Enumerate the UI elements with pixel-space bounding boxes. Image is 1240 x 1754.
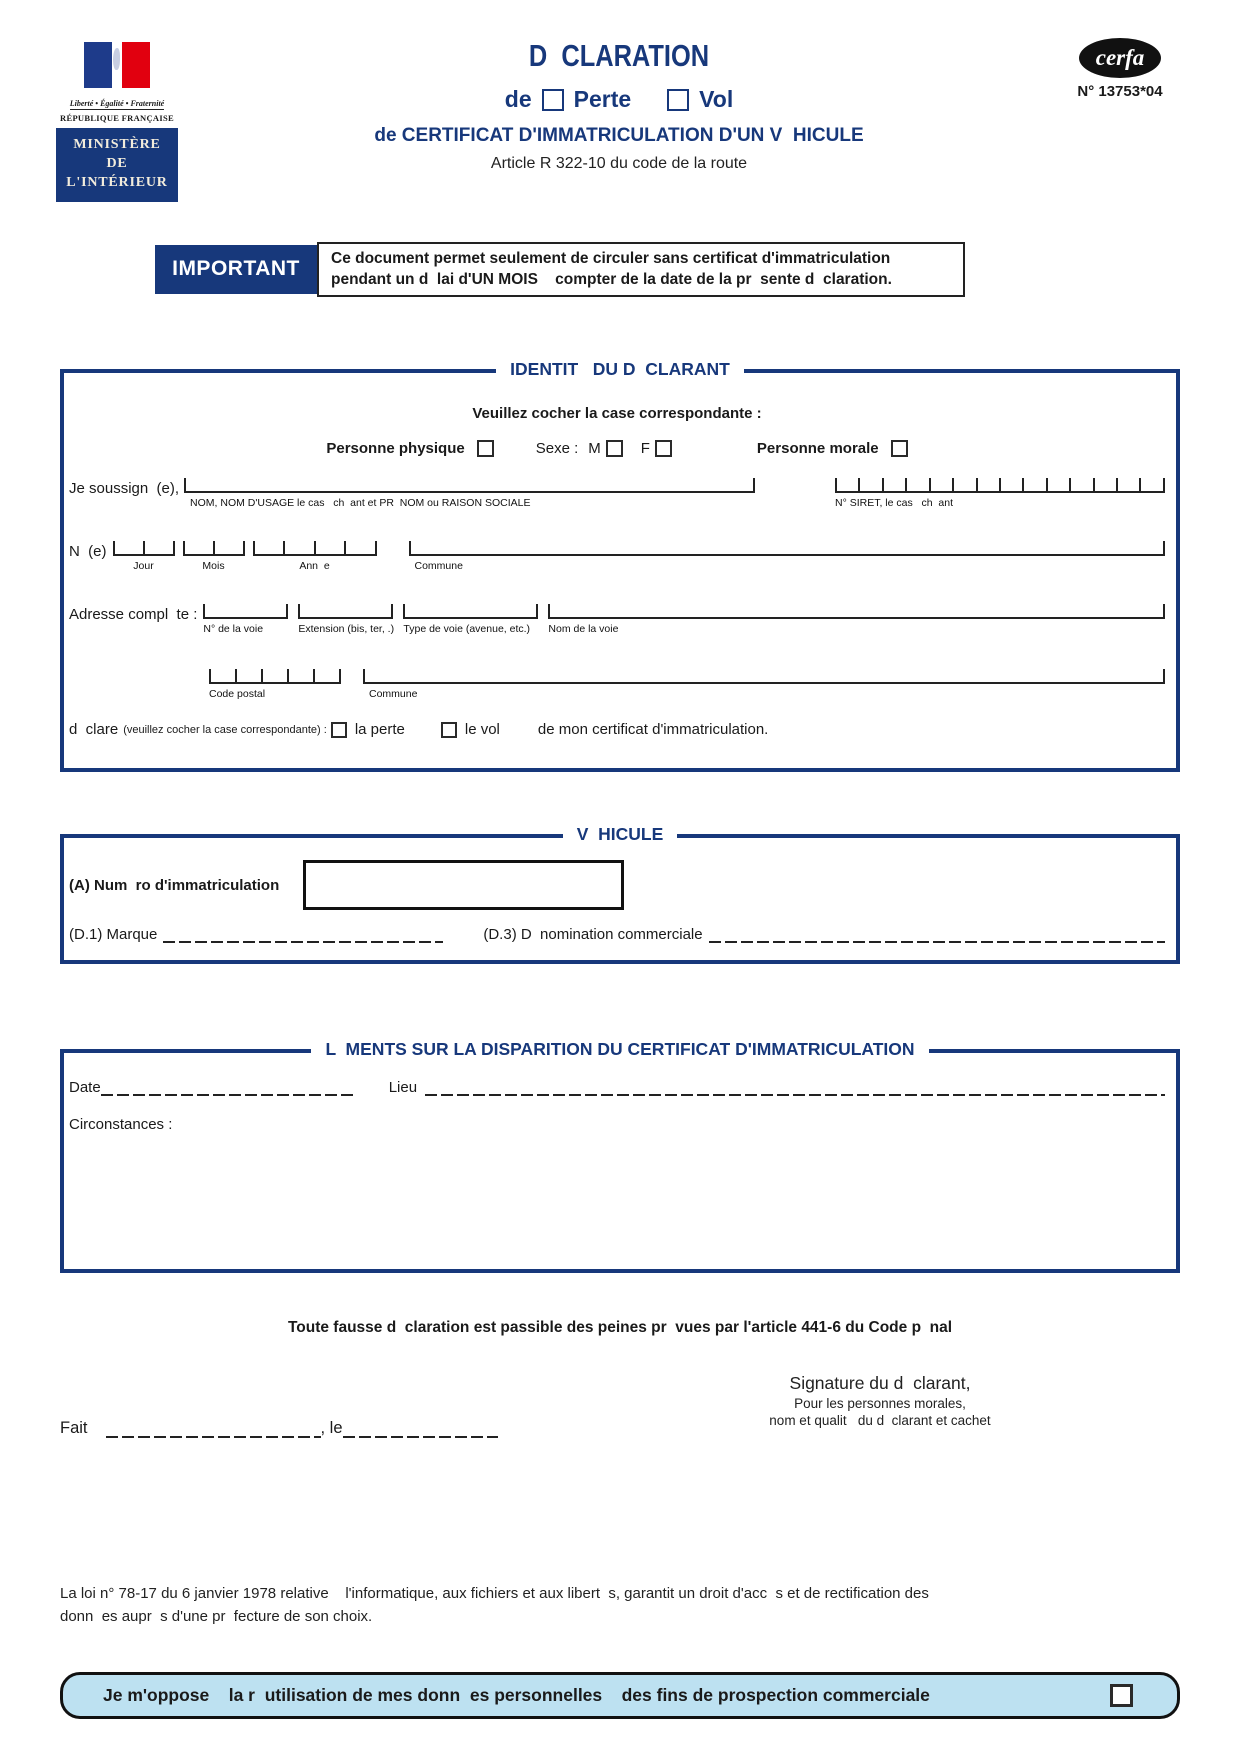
optout-banner: [60, 1672, 1180, 1719]
republic-logo: [56, 36, 178, 128]
cerfa-logo: [1079, 38, 1161, 78]
name-row: [69, 478, 1165, 509]
soussigne-label: Je soussign (e),: [69, 480, 180, 498]
perte-checkbox[interactable]: [331, 722, 347, 738]
declare-row: [69, 721, 1165, 738]
marque-line[interactable]: [163, 929, 443, 943]
perte-header-checkbox[interactable]: [542, 89, 564, 111]
important-line2: pendant un d lai d'UN MOIS compter de la date de la pr sente d claration.: [331, 271, 892, 289]
fait-lieu-line[interactable]: [106, 1424, 321, 1438]
commune-naissance-sublabel: Commune: [414, 560, 463, 573]
address-row-2: [69, 669, 1165, 700]
signature-line3: nom et qualit du d clarant et cachet: [769, 1413, 991, 1429]
voie-nom-sublabel: Nom de la voie: [548, 623, 619, 636]
marque-row: [69, 926, 1165, 943]
sexe-m-checkbox[interactable]: [606, 440, 623, 457]
le-vol-label: le vol: [464, 721, 500, 739]
lieu-line[interactable]: [425, 1082, 1165, 1096]
birth-row: [69, 541, 1165, 572]
immatriculation-label: (A) Num ro d'immatriculation: [69, 876, 280, 894]
important-banner: [155, 242, 965, 297]
le-label: , le: [320, 1419, 343, 1438]
signature-row: [60, 1373, 1180, 1438]
sexe-m-label: M: [588, 440, 601, 458]
section-identite-declarant: [60, 359, 1180, 772]
vol-label: Vol: [699, 86, 734, 112]
lieu-label: Lieu: [388, 1079, 418, 1097]
voie-numero-sublabel: N° de la voie: [203, 623, 264, 636]
nom-sublabel: NOM, NOM D'USAGE le cas ch ant et PR NOM ou RAISON SOCIALE: [190, 497, 531, 510]
date-line[interactable]: [101, 1082, 353, 1096]
section-disparition: [60, 1039, 1180, 1273]
marque-label: (D.1) Marque: [69, 926, 158, 944]
denomination-line[interactable]: [709, 929, 1165, 943]
annee-sublabel: Ann e: [299, 560, 330, 573]
sexe-f-label: F: [640, 440, 650, 458]
ministry-line1: MINISTÈRE: [73, 137, 161, 152]
declare-label: d clare: [69, 721, 119, 739]
law-line2: donn es aupr s d'une pr fecture de son choix.: [60, 1607, 373, 1625]
annee-comb[interactable]: [253, 541, 377, 556]
jour-sublabel: Jour: [133, 560, 154, 573]
identity-instruction: Veuillez cocher la case correspondante :: [472, 405, 762, 423]
declare-paren: (veuillez cocher la case correspondante) :: [123, 723, 327, 736]
voie-numero-box[interactable]: [203, 604, 288, 619]
cerfa-label: cerfa: [1095, 45, 1145, 70]
perte-label: Perte: [573, 86, 632, 112]
date-label: Date: [69, 1079, 101, 1097]
code-postal-comb[interactable]: [209, 669, 341, 684]
ne-label: N (e): [69, 543, 107, 561]
vol-header-checkbox[interactable]: [667, 89, 689, 111]
denomination-label: (D.3) D nomination commerciale: [483, 926, 703, 944]
signature-area[interactable]: [730, 1373, 1030, 1428]
jour-comb[interactable]: [113, 541, 175, 556]
personne-physique-label: Personne physique: [326, 440, 465, 458]
vol-checkbox[interactable]: [441, 722, 457, 738]
mois-sublabel: Mois: [202, 560, 225, 573]
adresse-label: Adresse compl te :: [69, 606, 198, 624]
perte-vol-row: [178, 86, 1060, 113]
siret-comb[interactable]: [835, 478, 1165, 493]
section-disparition-title: L MENTS SUR LA DISPARITION DU CERTIFICAT D'IMMATRICULATION: [64, 1039, 1176, 1060]
important-label: IMPORTANT: [155, 245, 317, 294]
signature-line2: Pour les personnes morales,: [794, 1396, 966, 1412]
optout-text: Je m'oppose la r utilisation de mes donn es personnelles des fins de prospection commerciale: [103, 1685, 930, 1706]
commune-adresse-line[interactable]: [363, 669, 1165, 684]
code-postal-sublabel: Code postal: [209, 688, 266, 701]
commune-naissance-line[interactable]: [409, 541, 1166, 556]
french-flag-icon: [84, 42, 150, 88]
address-row-1: [69, 604, 1165, 635]
signature-line1: Signature du d clarant,: [789, 1373, 971, 1394]
date-lieu-row: [69, 1079, 1165, 1096]
motto-text: Liberté • Égalité • Fraternité: [69, 99, 165, 108]
circonstances-area[interactable]: [69, 1133, 1165, 1243]
voie-extension-box[interactable]: [298, 604, 393, 619]
circonstances-row: [69, 1116, 1165, 1133]
voie-extension-sublabel: Extension (bis, ter, .): [298, 623, 395, 636]
fait-group: [60, 1419, 498, 1438]
declare-suffix: de mon certificat d'immatriculation.: [537, 721, 769, 739]
law-notice: [60, 1583, 1180, 1628]
person-type-row: [69, 440, 1165, 457]
law-line1: La loi n° 78-17 du 6 janvier 1978 relative l'informatique, aux fichiers et aux libert s, garantit un droit d'acc s et de rectification des: [60, 1585, 929, 1603]
section-vehicule: [60, 824, 1180, 964]
sexe-label: Sexe :: [535, 440, 579, 458]
personne-physique-checkbox[interactable]: [477, 440, 494, 457]
fait-date-line[interactable]: [343, 1424, 498, 1438]
optout-checkbox[interactable]: [1110, 1684, 1133, 1707]
important-text: [317, 242, 965, 297]
form-title-block: [178, 36, 1060, 173]
cerfa-number: N° 13753*04: [1077, 83, 1163, 100]
section-vehicule-title: V HICULE: [64, 824, 1176, 845]
fait-label: Fait: [60, 1419, 88, 1438]
false-declaration-warning: Toute fausse d claration est passible des peines pr vues par l'article 441-6 du Code p nal: [287, 1319, 953, 1337]
ministry-logo: [56, 36, 178, 202]
ministry-name: [56, 128, 178, 202]
personne-morale-label: Personne morale: [756, 440, 879, 458]
de-label: de: [504, 86, 532, 112]
important-line1: Ce document permet seulement de circuler sans certificat d'immatriculation: [331, 249, 891, 267]
immatriculation-box[interactable]: [303, 860, 624, 910]
mois-comb[interactable]: [183, 541, 245, 556]
ministry-line3: L'INTÉRIEUR: [66, 174, 168, 190]
page-header: [0, 0, 1240, 202]
article-reference: Article R 322-10 du code de la route: [490, 155, 748, 172]
siret-sublabel: N° SIRET, le cas ch ant: [835, 497, 953, 510]
republic-text: RÉPUBLIQUE FRANÇAISE: [60, 113, 174, 123]
circonstances-label: Circonstances :: [69, 1116, 173, 1134]
commune-adresse-sublabel: Commune: [369, 688, 418, 701]
ministry-line2: DE: [106, 155, 128, 171]
sexe-f-checkbox[interactable]: [655, 440, 672, 457]
la-perte-label: la perte: [354, 721, 405, 739]
form-title: D CLARATION: [528, 38, 710, 73]
voie-type-sublabel: Type de voie (avenue, etc.): [403, 623, 531, 636]
cerfa-block: [1060, 36, 1180, 100]
voie-nom-line[interactable]: [548, 604, 1165, 619]
section-identite-title: IDENTIT DU D CLARANT: [64, 359, 1176, 380]
nom-field-line[interactable]: [184, 478, 755, 493]
form-subtitle: de CERTIFICAT D'IMMATRICULATION D'UN V HICULE: [374, 125, 864, 146]
voie-type-box[interactable]: [403, 604, 538, 619]
personne-morale-checkbox[interactable]: [891, 440, 908, 457]
immatriculation-row: [69, 860, 1165, 910]
